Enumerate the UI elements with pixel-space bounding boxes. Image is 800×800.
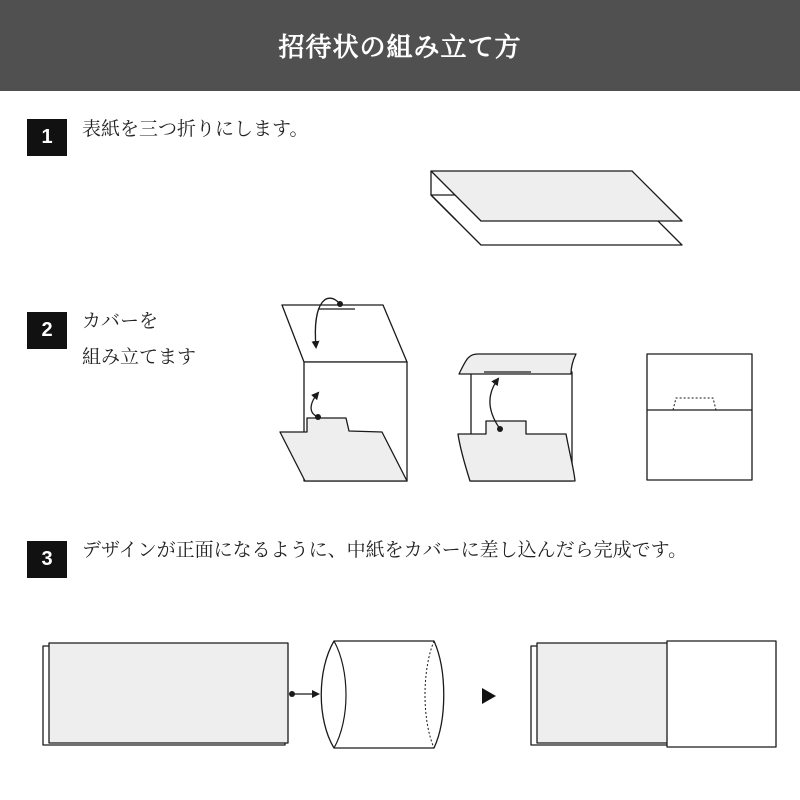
step-3-text: デザインが正面になるように、中紙をカバーに差し込んだら完成です。 (82, 539, 688, 561)
step-1-badge: 1 (27, 119, 67, 156)
step-2-text-line2: 組み立てます (82, 346, 197, 368)
step-2-badge: 2 (27, 312, 67, 349)
cover-assembly-stage-2 (458, 354, 576, 481)
insert-sheet-illustration (43, 643, 318, 745)
step-2-text-line1: カバーを (82, 310, 159, 332)
cover-assembly-stage-3 (647, 354, 752, 480)
cover-assembly-stage-1 (280, 298, 407, 481)
next-step-arrow-icon (482, 688, 496, 704)
cover-sleeve-illustration (321, 641, 444, 748)
completed-invitation-illustration (531, 641, 776, 747)
page-title: 招待状の組み立て方 (278, 33, 522, 63)
step-1-text: 表紙を三つ折りにします。 (82, 118, 309, 140)
folded-cover-illustration (431, 171, 682, 245)
step-3-badge: 3 (27, 541, 67, 578)
